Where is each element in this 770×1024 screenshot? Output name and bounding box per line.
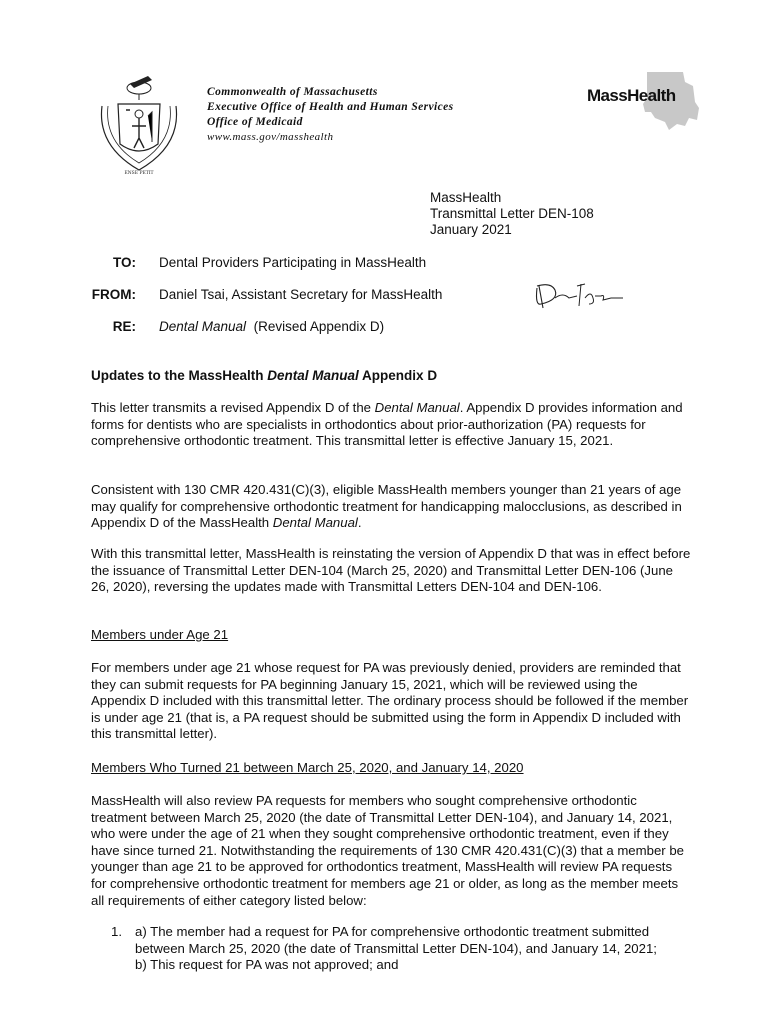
page-heading: Updates to the MassHealth Dental Manual Appendix D xyxy=(91,368,438,383)
paragraph-under-21: For members under age 21 whose request for PA was previously denied, providers are reminded that they can submit requests for PA beginning January 15, 2021, which will be reviewed using the Appendix D included with this transmittal letter. The ordinary process should be followed if the member is under age 21 (that is, a PA request should be submitted using the form in Appendix D included with this transmittal letter). xyxy=(91,660,689,742)
paragraph-turned-21: MassHealth will also review PA requests for members who sought comprehensive orthodontic treatment between March 25, 2020 (the date of Transmittal Letter DEN-104), and January 14, 2021, who were under the age of 21 when they sought comprehensive orthodontic treatment, even if they have since turned 21. Notwithstanding the requirements of 130 CMR 420.431(C)(3) that a member be younger than age 21 to be approved for orthodontics treatment, MassHealth will review PA requests for comprehensive orthodontic treatment for members age 21 or older, as long as the member meets all requirements of either category listed below: xyxy=(91,793,685,908)
section-title-under-21: Members under Age 21 xyxy=(91,627,229,642)
commonwealth-seal-icon xyxy=(92,66,187,176)
meta-letter-id: Transmittal Letter DEN-108 xyxy=(430,206,594,221)
re-label: RE: xyxy=(112,319,136,334)
paragraph-reinstating: With this transmittal letter, MassHealth is reinstating the version of Appendix D that was in effect before the issuance of Transmittal Letter DEN-104 (March 25, 2020) and Transmittal Letter DEN-106 (June 26, 2020), reversing the updates made with Transmittal Letters DEN-104 and DEN-106. xyxy=(91,546,691,595)
paragraph-eligibility: Consistent with 130 CMR 420.431(C)(3), eligible MassHealth members younger than 21 years of age may qualify for comprehensive orthodontic treatment for handicapping malocclusions, as described in Appendix D of the MassHealth Dental Manual. xyxy=(91,482,682,531)
logo-text: MassHealth xyxy=(587,86,676,105)
from-label: FROM: xyxy=(91,287,136,302)
to-value: Dental Providers Participating in MassHealth xyxy=(159,255,427,270)
re-value xyxy=(159,319,384,334)
paragraph-intro: This letter transmits a revised Appendix D of the Dental Manual. Appendix D provides information and forms for dentists who are specialists in orthodontics about prior-authorization (PA) requests for comprehensive orthodontic treatment. This transmittal letter is effective January 15, 2021. xyxy=(91,400,683,449)
seal-ribbon-text: ENSE PETIT xyxy=(124,171,154,176)
section-title-turned-21: Members Who Turned 21 between March 25, 2020, and January 14, 2020 xyxy=(91,760,524,775)
from-value: Daniel Tsai, Assistant Secretary for MassHealth xyxy=(159,287,443,302)
meta-agency: MassHealth xyxy=(430,190,502,205)
to-label: TO: xyxy=(113,255,136,270)
list-item-number: 1. xyxy=(111,924,122,939)
letterhead-url: www.mass.gov/masshealth xyxy=(207,131,334,143)
list-item: a) The member had a request for PA for comprehensive orthodontic treatment submitted between March 25, 2020 (the date of Transmittal Letter DEN-104), and January 14, 2021; b) This request for PA was not approved; and xyxy=(135,924,657,973)
re-detail: (Revised Appendix D) xyxy=(253,319,385,334)
signature-icon xyxy=(533,278,628,312)
re-manual-title: Dental Manual xyxy=(159,319,247,334)
letterhead-line-1: Commonwealth of Massachusetts xyxy=(207,86,378,98)
letterhead-line-3: Office of Medicaid xyxy=(207,116,303,128)
letterhead-line-2: Executive Office of Health and Human Services xyxy=(207,101,454,113)
masshealth-logo-icon xyxy=(585,68,700,134)
meta-date: January 2021 xyxy=(430,222,512,237)
